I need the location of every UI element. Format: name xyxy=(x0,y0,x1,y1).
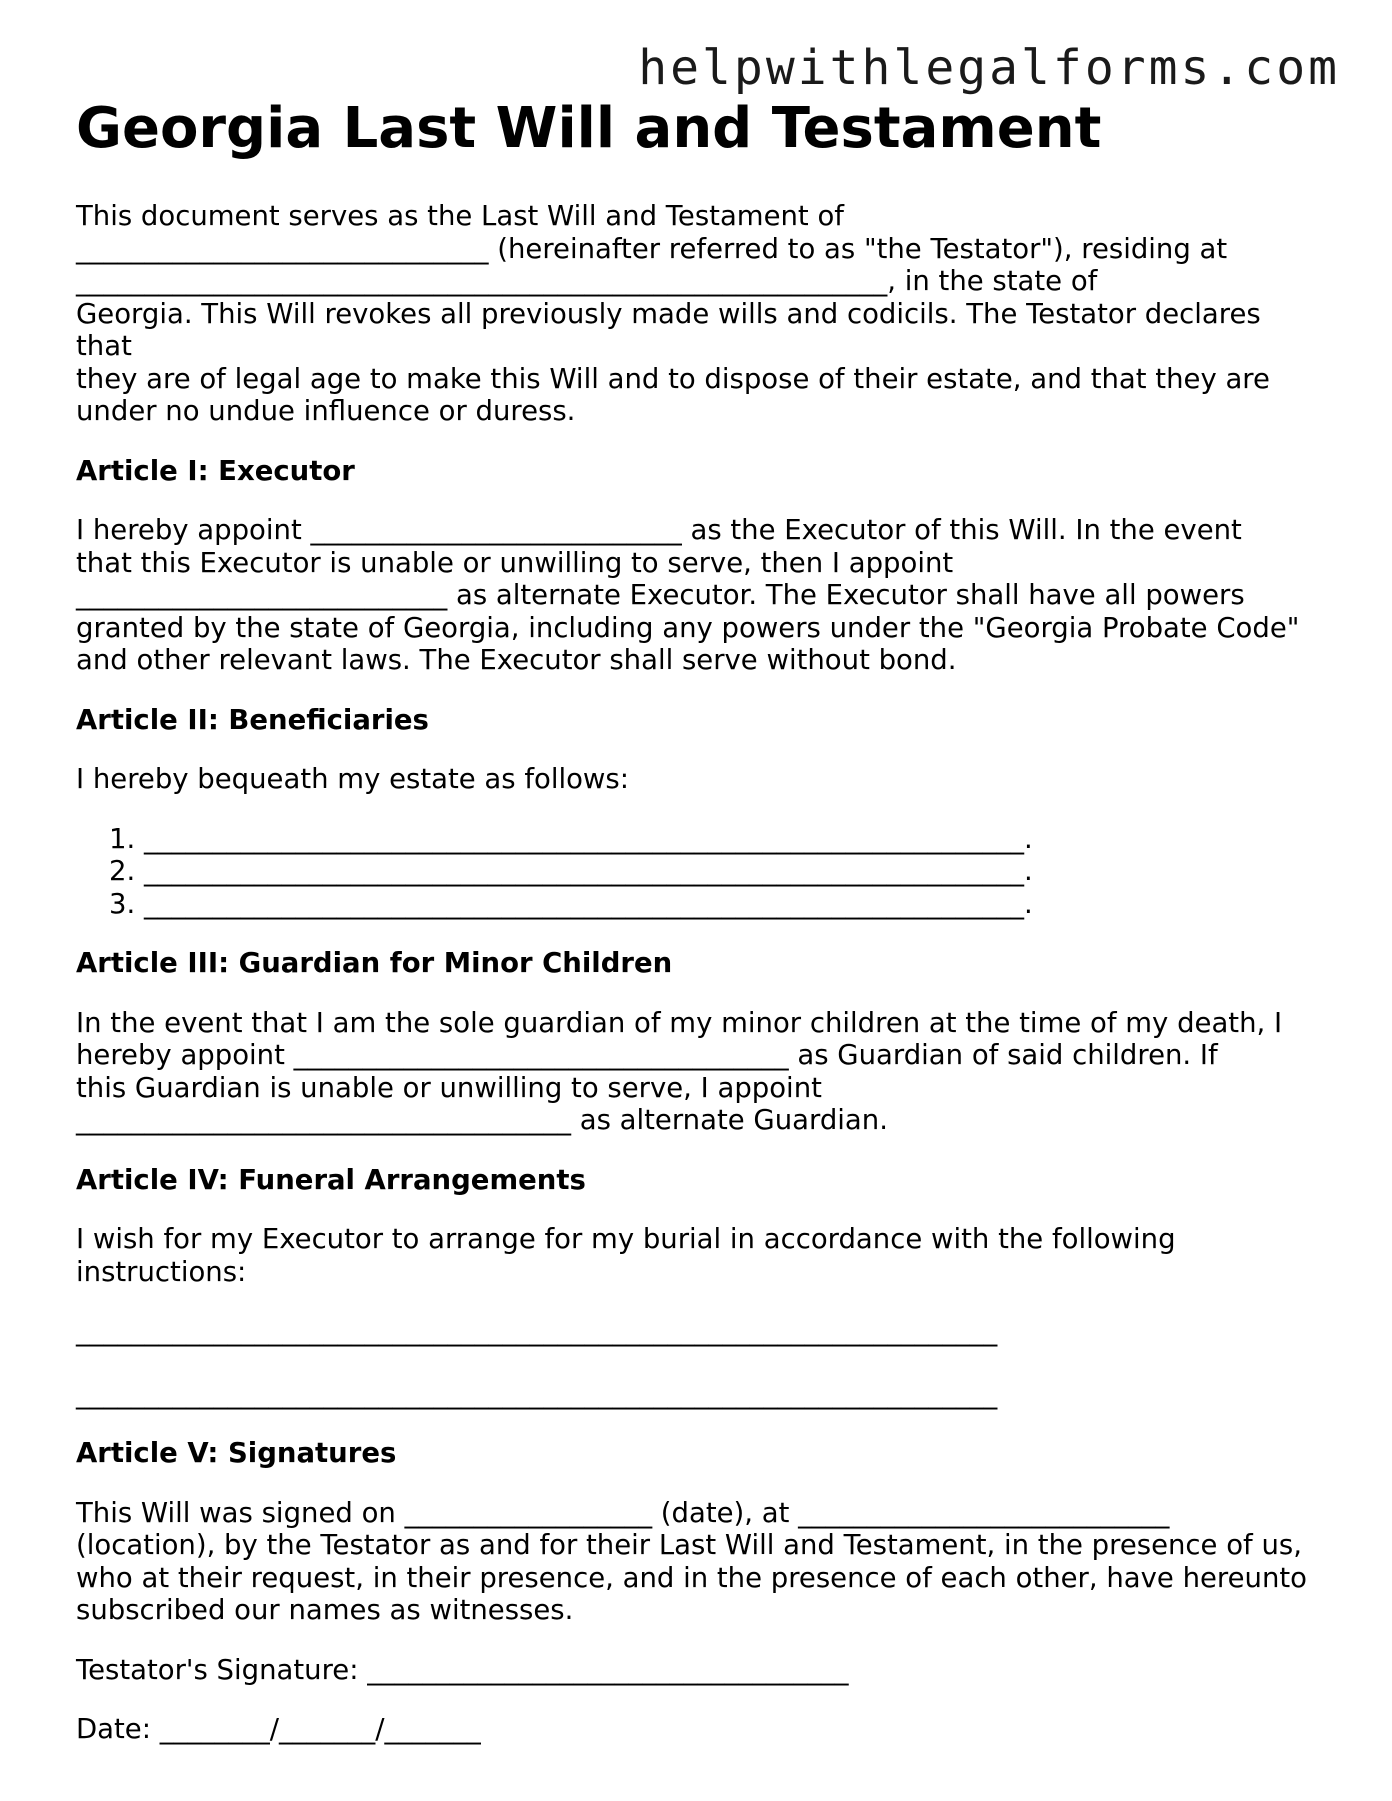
article-3-heading: Article III: Guardian for Minor Children xyxy=(76,947,673,979)
document-body xyxy=(76,200,1316,1773)
text-line: granted by the state of Georgia, including any powers under the "Georgia Probate Code" xyxy=(76,611,1300,644)
article-3-paragraph xyxy=(76,1007,1316,1137)
article-2-heading: Article II: Beneficiaries xyxy=(76,703,429,736)
testator-signature-line: Testator's Signature: ___________________________________ xyxy=(76,1653,849,1686)
text-line: ___________________________ as alternate Executor. The Executor shall have all powers xyxy=(76,579,1245,611)
article-5-heading: Article V: Signatures xyxy=(76,1437,397,1469)
text-line: under no undue influence or duress. xyxy=(76,395,576,427)
instructions-line: ___________________________________________________________________ xyxy=(76,1315,998,1347)
text-line: (location), by the Testator as and for their Last Will and Testament, in the presence of us, xyxy=(76,1529,1302,1561)
beneficiary-item: 2. ________________________________________________________________. xyxy=(144,855,1316,888)
article-1-heading: Article I: Executor xyxy=(76,454,355,487)
text-line: hereby appoint ____________________________________ as Guardian of said children. If xyxy=(76,1039,1218,1071)
text-line: they are of legal age to make this Will and to dispose of their estate, and that they are xyxy=(76,362,1270,395)
article-4-paragraph xyxy=(76,1223,1316,1288)
date-line: Date: ________/_______/_______ xyxy=(76,1713,481,1745)
text-line: that this Executor is unable or unwilling to serve, then I appoint xyxy=(76,546,954,579)
beneficiaries-list xyxy=(76,823,1316,921)
article-5-paragraph xyxy=(76,1497,1316,1627)
text-line: In the event that I am the sole guardian of my minor children at the time of my death, I xyxy=(76,1006,1283,1039)
text-line: ______________________________ (hereinafter referred to as "the Testator"), residing at xyxy=(76,232,1228,265)
text-line: I wish for my Executor to arrange for my burial in accordance with the following xyxy=(76,1223,1176,1255)
text-line: this Guardian is unable or unwilling to serve, I appoint xyxy=(76,1071,822,1104)
article-2-intro: I hereby bequeath my estate as follows: xyxy=(76,763,630,795)
page-title: Georgia Last Will and Testament xyxy=(76,96,1102,161)
text-line: subscribed our names as witnesses. xyxy=(76,1594,574,1626)
text-line: This document serves as the Last Will and Testament of xyxy=(76,200,844,232)
article-4-heading: Article IV: Funeral Arrangements xyxy=(76,1163,586,1196)
text-line: I hereby appoint ___________________________ as the Executor of this Will. In the event xyxy=(76,514,1242,546)
site-watermark: helpwithlegalforms.com xyxy=(638,40,1340,96)
beneficiary-item: 1. ________________________________________________________________. xyxy=(144,823,1316,856)
text-line: and other relevant laws. The Executor shall serve without bond. xyxy=(76,644,957,676)
text-line: ____________________________________ as alternate Guardian. xyxy=(76,1104,888,1136)
text-line: instructions: xyxy=(76,1255,247,1288)
instructions-line: ___________________________________________________________________ xyxy=(76,1377,998,1410)
text-line: Georgia. This Will revokes all previously made wills and codicils. The Testator declares that xyxy=(76,297,1261,362)
beneficiary-item: 3. ________________________________________________________________. xyxy=(144,888,1316,921)
article-1-paragraph xyxy=(76,514,1316,677)
intro-paragraph xyxy=(76,200,1316,428)
text-line: This Will was signed on __________________ (date), at ___________________________ xyxy=(76,1496,1170,1529)
text-line: ___________________________________________________________, in the state of xyxy=(76,265,1098,297)
text-line: who at their request, in their presence, and in the presence of each other, have hereunto xyxy=(76,1561,1308,1594)
